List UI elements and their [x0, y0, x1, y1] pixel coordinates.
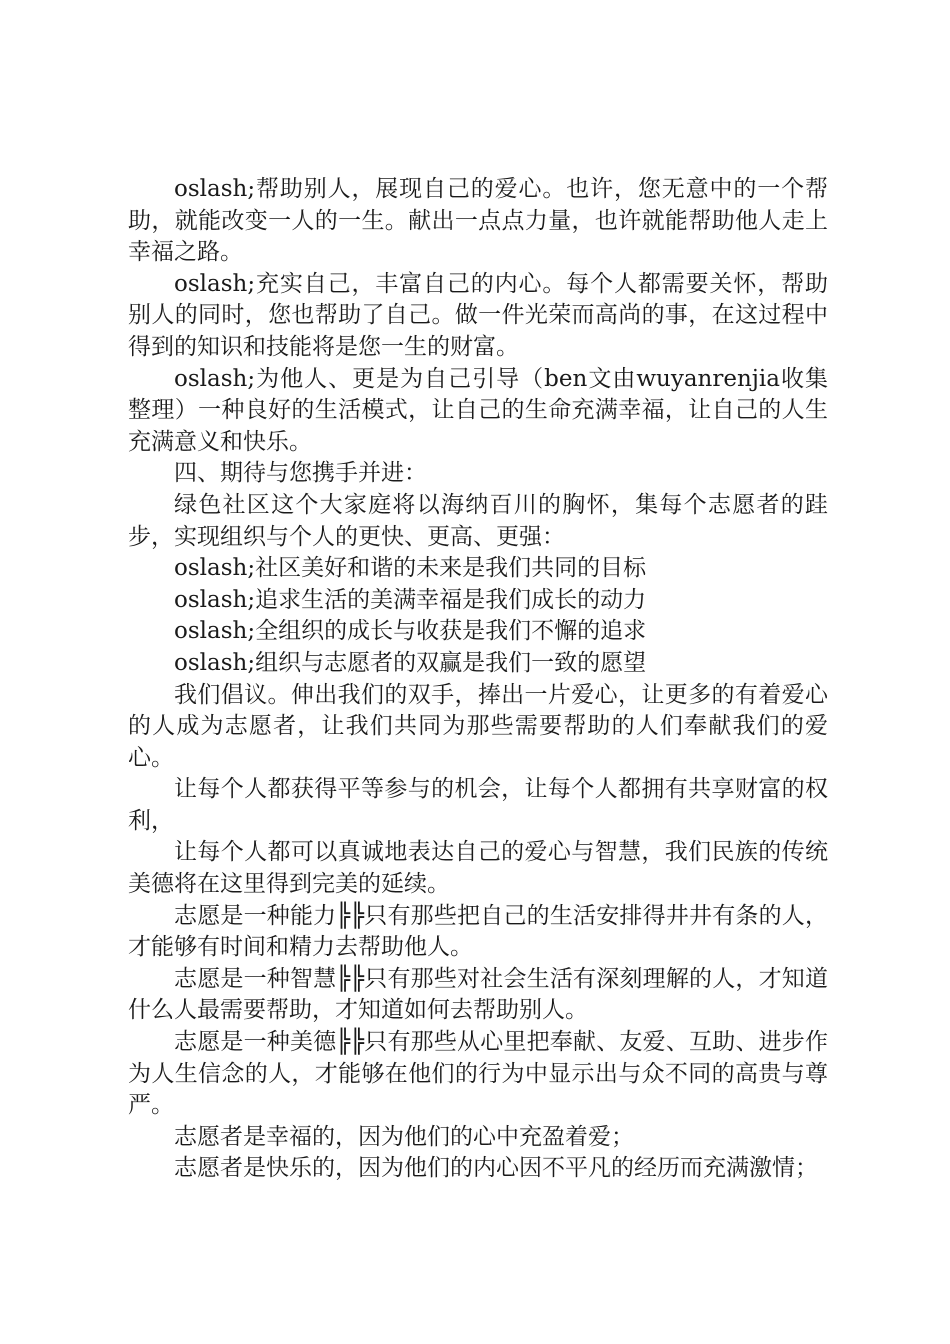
paragraph-lifestyle: oslash;为他人、更是为自己引导（ben文由wuyanrenjia收集整理）一种良好的生活模式，让自己的生命充满幸福，让自己的人生充满意义和快乐。	[128, 365, 828, 455]
bullet-common-goal: oslash;社区美好和谐的未来是我们共同的目标	[174, 555, 647, 582]
paragraph-help-others: oslash;帮助别人，展现自己的爱心。也许，您无意中的一个帮助，就能改变一人的一生。献出一点点力量，也许就能帮助他人走上幸福之路。	[128, 176, 828, 266]
section-heading-four: 四、期待与您携手并进：	[174, 460, 427, 487]
paragraph-proposal: 我们倡议。伸出我们的双手，捧出一片爱心，让更多的有着爱心的人成为志愿者，让我们共同为那些需要帮助的人们奉献我们的爱心。	[128, 681, 828, 771]
document-body	[128, 174, 828, 1185]
bullet-pursuit: oslash;全组织的成长与收获是我们不懈的追求	[174, 618, 647, 645]
paragraph-enrich-self: oslash;充实自己，丰富自己的内心。每个人都需要关怀，帮助别人的同时，您也帮助了自己。做一件光荣而高尚的事，在这过程中得到的知识和技能将是您一生的财富。	[128, 270, 828, 360]
paragraph-volunteer-virtue: 志愿是一种美德╠╠只有那些从心里把奉献、友爱、互助、进步作为人生信念的人，才能够在他们的行为中显示出与众不同的高贵与尊严。	[128, 1029, 828, 1119]
paragraph-express-love: 让每个人都可以真诚地表达自己的爱心与智慧，我们民族的传统美德将在这里得到完美的延续。	[128, 839, 828, 898]
paragraph-volunteer-ability: 志愿是一种能力╠╠只有那些把自己的生活安排得井井有条的人，才能够有时间和精力去帮助他人。	[128, 902, 828, 961]
paragraph-volunteer-joyful: 志愿者是快乐的，因为他们的内心因不平凡的经历而充满激情；	[174, 1155, 818, 1182]
paragraph-equal-opportunity: 让每个人都获得平等参与的机会，让每个人都拥有共享财富的权利，	[128, 776, 828, 834]
paragraph-volunteer-happy: 志愿者是幸福的，因为他们的心中充盈着爱；	[174, 1123, 634, 1150]
bullet-growth-motivation: oslash;追求生活的美满幸福是我们成长的动力	[174, 586, 647, 613]
bullet-win-win: oslash;组织与志愿者的双赢是我们一致的愿望	[174, 649, 647, 676]
paragraph-green-community: 绿色社区这个大家庭将以海纳百川的胸怀，集每个志愿者的跬步，实现组织与个人的更快、更高、更强：	[128, 491, 828, 550]
paragraph-volunteer-wisdom: 志愿是一种智慧╠╠只有那些对社会生活有深刻理解的人，才知道什么人最需要帮助，才知道如何去帮助别人。	[128, 965, 828, 1024]
